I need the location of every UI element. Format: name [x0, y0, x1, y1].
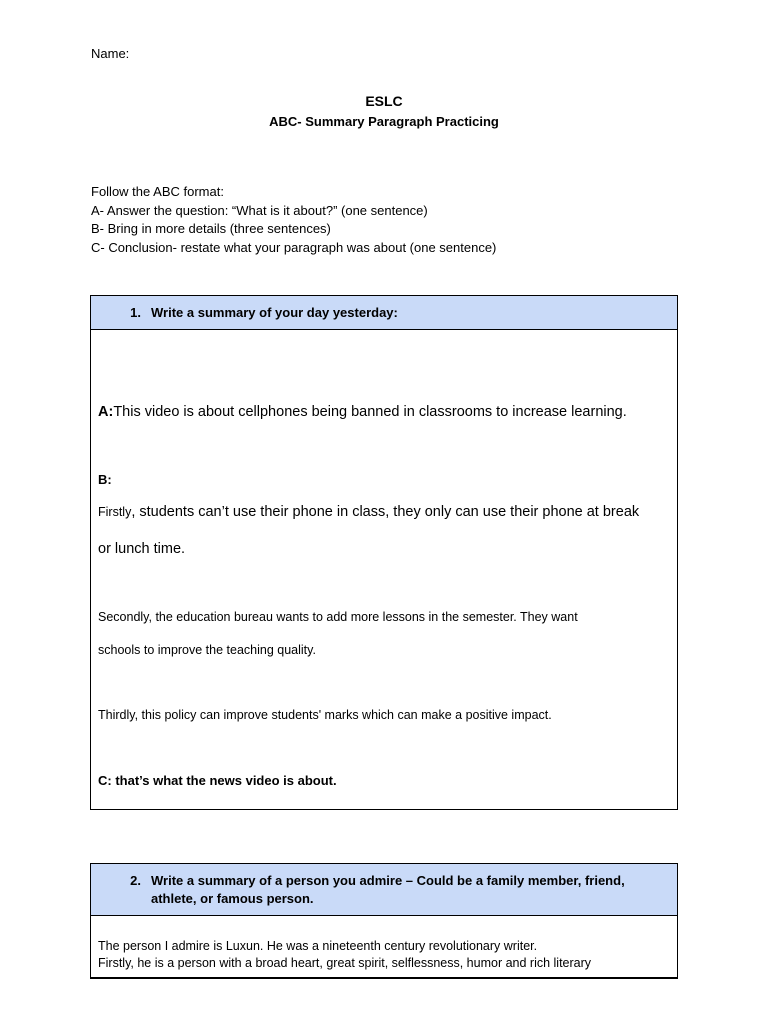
answer-b1-continuation: or lunch time.: [98, 541, 186, 557]
question-number: 2.: [130, 873, 141, 888]
summary-box-1-header: [91, 296, 677, 330]
instruction-c: C- Conclusion- restate what your paragraph was about (one sentence): [91, 239, 497, 255]
answer-b2-line-1: Secondly, the education bureau wants to add more lessons in the semester. They want: [98, 610, 578, 624]
summary-box-1: [90, 295, 678, 810]
answer-line-2: Firstly, he is a person with a broad heart, great spirit, selflessness, humor and rich literary: [98, 956, 592, 970]
answer-b3-line: Thirdly, this policy can improve students' marks which can make a positive impact.: [98, 708, 552, 722]
answer-b2-line-2: schools to improve the teaching quality.: [98, 643, 316, 657]
answer-c-line: C: that’s what the news video is about.: [98, 773, 337, 788]
instructions-intro: Follow the ABC format:: [91, 184, 224, 199]
name-label: Name:: [91, 46, 130, 61]
answer-b-label: B:: [98, 472, 112, 487]
answer-a-text: This video is about cellphones being banned in classrooms to increase learning.: [113, 404, 627, 420]
answer-b1-line: [98, 504, 639, 520]
instructions: [91, 183, 496, 257]
question-prompt-line-1: Write a summary of a person you admire – Could be a family member, friend,: [151, 873, 625, 888]
answer-b1-rest: , students can’t use their phone in class, they only can use their phone at break: [131, 504, 640, 520]
question-prompt-line-2: athlete, or famous person.: [151, 891, 314, 906]
summary-box-2-header: [91, 864, 677, 916]
summary-box-2: [90, 863, 678, 979]
summary-box-1-answer[interactable]: [91, 330, 677, 810]
answer-line-1: The person I admire is Luxun. He was a nineteenth century revolutionary writer.: [98, 939, 538, 953]
answer-a-label: A:: [98, 404, 114, 420]
answer-a-line: [98, 404, 627, 420]
question-number: 1.: [130, 305, 141, 320]
instruction-a: A- Answer the question: “What is it about?” (one sentence): [91, 202, 428, 218]
instruction-b: B- Bring in more details (three sentences): [91, 221, 331, 236]
question-prompt: Write a summary of your day yesterday:: [151, 305, 398, 320]
summary-box-2-answer[interactable]: [91, 916, 677, 972]
answer-b1-first-word: Firstly: [98, 505, 132, 519]
document-subtitle: ABC- Summary Paragraph Practicing: [269, 114, 499, 129]
document-title: ESLC: [365, 93, 403, 109]
